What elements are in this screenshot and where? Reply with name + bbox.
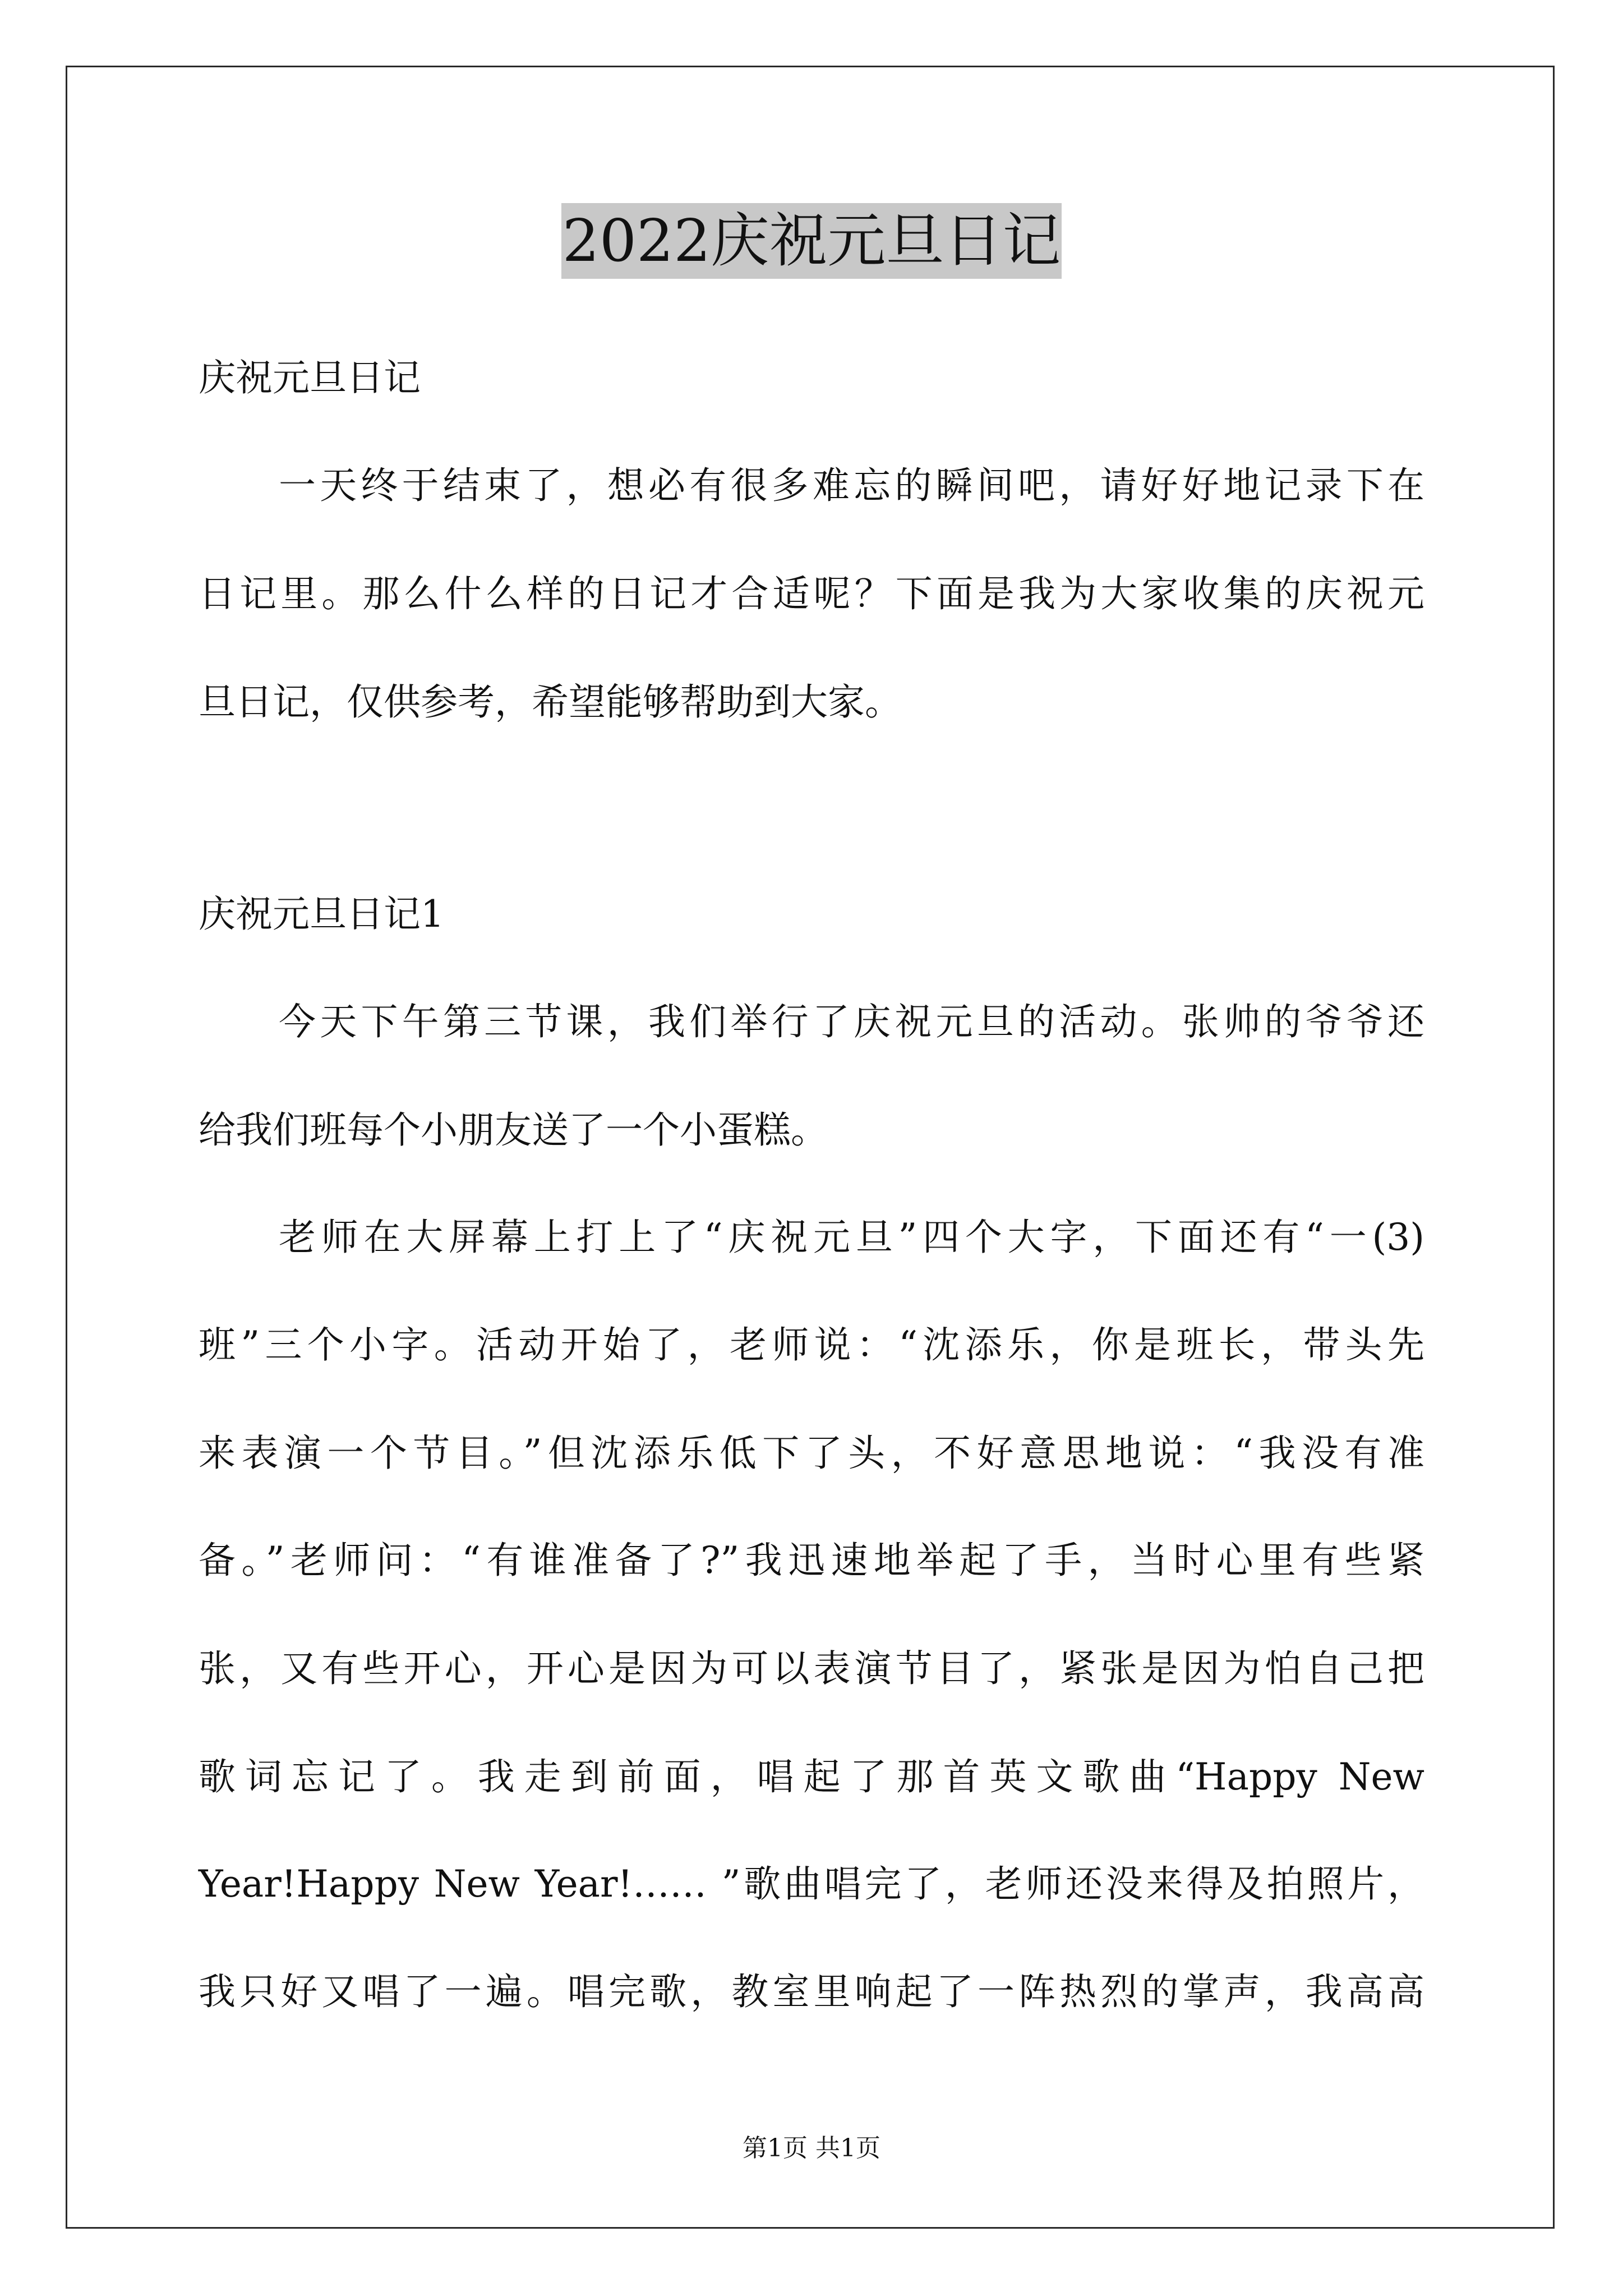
intro-line-2: 日记里。那么什么样的日记才合适呢？下面是我为大家收集的庆祝元 <box>199 572 1424 615</box>
para2-line-4: 备。”老师问：“有谁准备了?”我迅速地举起了手，当时心里有些紧 <box>199 1539 1424 1582</box>
intro-heading: 庆祝元旦日记 <box>199 356 421 399</box>
para1-line-1: 今天下午第三节课，我们举行了庆祝元旦的活动。张帅的爷爷还 <box>279 1000 1424 1043</box>
intro-line-3: 旦日记，仅供参考，希望能够帮助到大家。 <box>199 680 902 724</box>
para2-line-3: 来表演一个节目。”但沈添乐低下了头，不好意思地说：“我没有准 <box>199 1432 1424 1475</box>
para1-line-2: 给我们班每个小朋友送了一个小蛋糕。 <box>199 1108 828 1152</box>
intro-line-1: 一天终于结束了，想必有很多难忘的瞬间吧，请好好地记录下在 <box>279 464 1424 507</box>
document-title: 2022庆祝元旦日记 <box>561 203 1062 279</box>
para2-line-1: 老师在大屏幕上打上了“庆祝元旦”四个大字，下面还有“一(3) <box>279 1216 1424 1259</box>
para2-line-5: 张，又有些开心，开心是因为可以表演节目了，紧张是因为怕自己把 <box>199 1647 1424 1690</box>
title-container <box>0 203 1623 279</box>
para2-line-6: 歌词忘记了。我走到前面，唱起了那首英文歌曲“Happy New <box>199 1755 1424 1798</box>
page-footer: 第1页 共1页 <box>743 2134 880 2162</box>
para2-line-2: 班”三个小字。活动开始了，老师说：“沈添乐，你是班长，带头先 <box>199 1323 1424 1366</box>
para2-line-8: 我只好又唱了一遍。唱完歌，教室里响起了一阵热烈的掌声，我高高 <box>199 1970 1424 2013</box>
para2-line-7: Year!Happy New Year!…… ”歌曲唱完了，老师还没来得及拍照片， <box>199 1862 1424 1906</box>
section-heading-1: 庆祝元旦日记1 <box>199 892 444 936</box>
